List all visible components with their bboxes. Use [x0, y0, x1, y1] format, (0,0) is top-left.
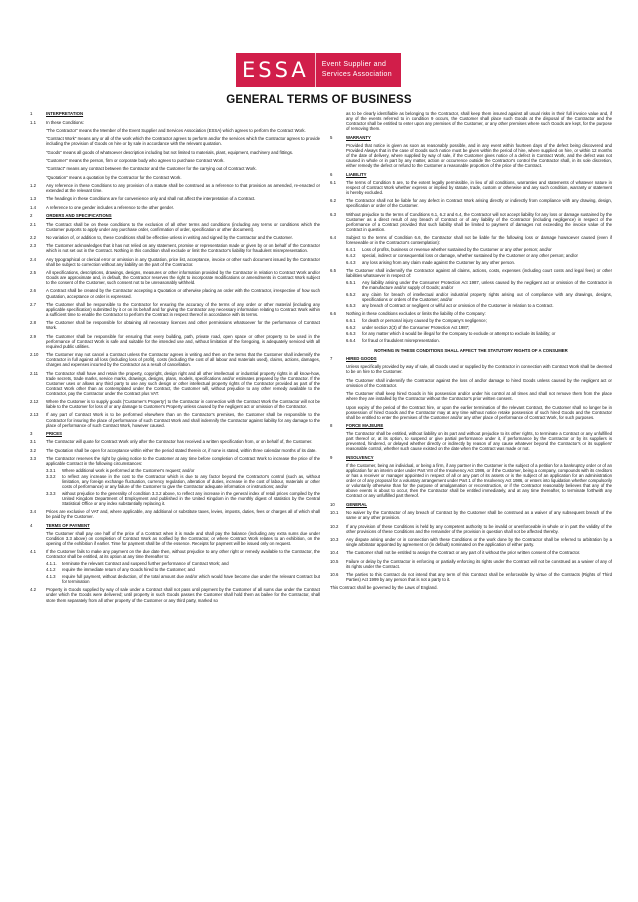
clause-text: Prices are exclusive of VAT and, where applicable, any additional or substitute taxes, levies, imposts, duties, fees or charges all of which shall be paid by the Customer. [46, 509, 320, 520]
section-heading: HIRED GOODS [346, 356, 377, 362]
essa-logo [236, 53, 401, 87]
sub-clause-number: 6.4.3 [346, 260, 356, 265]
sub-clause-text: for fraud or fraudulent misrepresentation. [362, 337, 440, 343]
clause-text: The headings in these Conditions are for convenience only and shall not affect the interpretation of a Contract. [46, 196, 256, 202]
sub-clause-text: under section 2(3) of the Consumer Protection Act 1987; [362, 324, 470, 330]
clause-row [330, 180, 612, 195]
section-heading-row [30, 523, 320, 528]
clause-row [30, 158, 320, 163]
clause-number: 1.2 [30, 183, 36, 189]
section-heading-row [330, 135, 612, 140]
section-heading: GENERAL [346, 501, 368, 507]
clause-number: 10.4 [330, 550, 339, 556]
sub-clause-number: 6.4.2 [346, 253, 356, 259]
clause-text: The Customer shall pay one half of the price of a Contract when it is made and shall pay the balance (including any extra sums due under Condition 3.3 above) on completion of Contract Work as notified by the Contractor, or where Contract Work relates to an exhibition, on the opening of the exhibition if earlier. Time for payment shall be of the essence. Receipts for payment will be issued only on request. [46, 530, 320, 546]
clause-text: Failure or delay by the Contractor in enforcing or partially enforcing its rights under the Contract will not be construed as a waiver of any of its rights under the Contract. [346, 558, 612, 569]
clause-row [330, 143, 612, 168]
sub-clause-number: 3.3.1 [46, 467, 56, 473]
clause-text: Without prejudice to the terms of Conditions 6.1, 6.2 and 6.4, the Contractor will not accept liability for any loss or damage sustained by the Customer as a direct result of any breach of Contract or of any liability of the Contractor (including negligence) in respect of the performance of a Contract provided that such liability shall be limited to payment of damages not exceeding the invoice value of the Contract in question. [346, 211, 612, 232]
section-heading: INSOLVENCY [346, 454, 374, 460]
sub-clause-text: require the immediate return of any Goods hired to the Customer; and [62, 567, 195, 573]
sub-clause-text: Any liability arising under the Consumer Protection Act 1987, unless caused by the negligent act or omission of the Contractor in the manufacture and/or supply of Goods; and/or [362, 279, 612, 290]
section-heading: ORDERS AND SPECIFICATIONS [46, 213, 112, 219]
clause-text: Upon expiry of the period of the Contract hire, or upon the earlier termination of the relevant Contract, the Customer shall no longer be in possession of hired Goods and the Contractor may at any time without notice retake possession of such hired Goods and the Contractor shall be entitled to enter the premises of the Customer and/or any other place of performance of Contract Work, for such purposes. [346, 404, 612, 420]
sub-clause-text: for death or personal injury caused by the Company's negligence; [362, 318, 487, 324]
clause-number: 2.11 [30, 370, 39, 376]
clause-row [30, 320, 320, 330]
clause-number [330, 111, 346, 131]
section-heading-row [330, 423, 612, 428]
clause-text: "The Contractor" means the Member of the Event Supplier and Services Association (ESSA) which agrees to perform the Contract Work. [46, 127, 306, 133]
governing-law: This Contract shall be governed by the Laws of England. [330, 585, 438, 591]
clause-number: 2.7 [30, 301, 36, 307]
clause-row [30, 150, 320, 155]
clause-text: The Contractor shall have and retain the property, copyright, design right and all other intellectual or industrial property rights in all know-how, trade secrets, trade marks, service marks, drawings, designs, plans, models, specifications and/or estimates prepared by the Contractor. If the Customer uses or allows any third party to use any such design or other intellectual property rights of the Contractor provided as part of the Contract Work other than as contemplated under the Contract, the Customer will, without prejudice to any other remedy available to the Contractor, pay the Contractor under the Contract plus VAT. [46, 370, 320, 396]
clause-text: A Contract shall be created by the Contractor accepting a Quotation or otherwise placing an order with the Contractor, irrespective of how such Quotation, acceptance or order is expressed. [46, 288, 320, 299]
sub-clause-text: terminate the relevant Contract and suspend further performance of Contract Work; and [62, 560, 229, 566]
clause-text: The terms of Condition 5 are, to the extent legally permissible, in lieu of all conditions, warranties and statements of whatever nature in respect of Contract Work whether express or implied by statute, trade, custom or otherwise and any such condition, warranty or statement is hereby excluded. [346, 180, 612, 196]
clause-number: 2.8 [30, 320, 36, 326]
clause-text: The Customer shall be responsible for obtaining all necessary licences and other permissions whatsoever for the performance of Contract Work. [46, 320, 320, 331]
clause-row [330, 524, 612, 534]
clause-number: 8 [330, 423, 333, 428]
clause-number: 3.1 [30, 439, 36, 445]
clause-number: 5 [330, 134, 333, 140]
section-heading: FORCE MAJEURE [346, 423, 384, 428]
clause-row [30, 166, 320, 171]
clause-row [30, 549, 320, 559]
section-heading-row [330, 172, 612, 177]
clause-number: 1.1 [30, 119, 36, 125]
sub-clause-text: without prejudice to the generality of condition 3.3.2 above, to reflect any increase in the general index of retail prices compiled by the United Kingdom Department of Employment and published in the United Kingdom in the monthly digest of statistics by the Central Statistical Office or any index substantially replacing it. [62, 490, 320, 506]
clause-text: as to be clearly identifiable as belonging to the Contractor, shall keep them insured against all usual risks in their full invoice value and, if any of the events referred to in condition 9 occurs, the Customer shall place such Goods at the disposal of the Contractor and the Contractor shall be entitled to enter upon any premises of the Customer, or any other premises where such Goods are kept, for the purpose of removing them. [346, 111, 612, 132]
clause-row [330, 391, 612, 401]
section-heading-row [330, 502, 612, 507]
clause-row [30, 243, 320, 253]
clause-row [330, 463, 612, 498]
sub-clause-row [346, 280, 612, 290]
sub-clause-row [346, 253, 612, 258]
clause-number: 4.1 [30, 549, 36, 555]
clause-text: No waiver by the Contractor of any breach of Contract by the Customer shall be construed as a waiver of any subsequent breach of the same or any other provision. [346, 510, 612, 521]
clause-number: 6.4 [330, 235, 336, 241]
clause-text: Any typographical or clerical error or omission in any Quotation, price list, acceptance, invoice or other such document issued by the Contractor shall be subject to correction without any liability on the part of the Contractor. [46, 256, 320, 267]
clause-row [30, 509, 320, 519]
clause-text: Provided that notice is given as soon as reasonably possible, and in any event within fourteen days of the defect being discovered and Provided Always that in the case of Goods such notice must be given within the period of hire, where supplied on hire, or within 12 months of the date of delivery, where supplied by way of sale, if the Customer gives notice of a defect in Contract Work, and the defect was not caused in whole or in part by any matter, action or occurrence outside the Contractor's control the Contractor shall, in its sole discretion, either remedy the defect or refund to the Customer a reasonable proportion of the price of the Contract. [346, 143, 612, 169]
clause-number: 2.4 [30, 256, 36, 262]
sub-clause-row [46, 574, 320, 584]
sub-clause-list [346, 280, 612, 308]
clause-text: The Quotation shall be open for acceptance within either the period stated therein or, if none is stated, within three calendar months of its date. [46, 447, 317, 453]
clause-text: The Customer shall not be entitled to assign the Contract or any part of it without the prior written consent of the Contractor. [346, 550, 581, 556]
clause-number [330, 431, 346, 451]
sub-clause-number: 6.4.1 [346, 246, 356, 252]
clause-number [330, 364, 346, 374]
sub-clause-number: 6.5.2 [346, 291, 356, 297]
clause-row [30, 175, 320, 180]
clause-text: The Contract shall be on these conditions to the exclusion of all other terms and conditions (including any terms or conditions which the Customer purports to apply under any purchase order, confirmation of order, specification or other document). [46, 221, 320, 232]
clause-row [30, 334, 320, 349]
clause-number: 6 [330, 171, 333, 177]
section-heading-row [30, 431, 320, 436]
clause-number: 6.1 [330, 180, 336, 185]
clause-number: 1.3 [30, 196, 36, 202]
clause-row [30, 120, 320, 125]
clause-row [30, 456, 320, 466]
clause-text: Any reference in these Conditions to any provision of a statute shall be construed as a reference to that provision as amended, re-enacted or extended at the relevant time. [46, 183, 320, 194]
clause-row [330, 510, 612, 520]
sub-clause-row [346, 338, 612, 343]
clause-number: 3.2 [30, 447, 36, 453]
sub-clause-number: 6.6.1 [346, 318, 356, 324]
statutory-rights-notice: NOTHING IN THESE CONDITIONS SHALL AFFECT THE STATUTORY RIGHTS OF A CONSUMER [374, 347, 568, 353]
clause-row [330, 572, 612, 582]
clause-number: 4.2 [30, 587, 36, 593]
clause-row [330, 559, 612, 569]
clause-number [30, 128, 46, 133]
clause-text: Subject to the terms of Condition 6.6, the Contractor shall not be liable for the following loss or damage howsoever caused (even if foreseeable or in the Contractor's contemplation): [346, 235, 612, 246]
sub-clause-row [346, 247, 612, 252]
clause-row [30, 352, 320, 367]
sub-clause-row [346, 318, 612, 323]
clause-number [330, 463, 346, 498]
clause-text: The Contractor will quote for Contract Work only after the Contractor has received a written specification from, or on behalf of, the Customer. [46, 439, 313, 445]
page-title: GENERAL TERMS OF BUSINESS [226, 94, 412, 106]
clause-number: 2.10 [30, 352, 39, 358]
sub-clause-list [46, 561, 320, 584]
clause-number: 3.3 [30, 455, 36, 461]
clause-text: The Customer acknowledges that it has not relied on any statement, promise or representation made or given by or on behalf of the Contractor which is not set out in the Contract. Nothing in this condition shall exclude or limit the Contractor's liability for fraudulent misrepresentation. [46, 243, 320, 254]
clause-text: The Customer shall indemnify the Contractor against the loss of and/or damage to hired Goods unless caused by the negligent act or omission of the Contractor. [346, 377, 612, 388]
clause-text: A reference to one gender includes a reference to the other gender. [46, 204, 175, 210]
sub-clause-row [346, 260, 612, 265]
clause-row [330, 537, 612, 547]
clause-number [330, 405, 346, 420]
clause-number: 10.1 [330, 510, 339, 516]
clause-text: Unless specifically provided by way of sale, all Goods used or supplied by the Contractor in connection with Contract Work shall be deemed to be on hire to the Customer. [346, 364, 612, 375]
sub-clause-number: 4.1.1. [46, 560, 57, 566]
clause-number: 10.2 [330, 523, 339, 529]
clause-text: No variation of, or addition to, these Conditions shall be effective unless in writing and signed by the Contractor and the Customer. [46, 234, 293, 240]
clause-row [30, 196, 320, 201]
clause-row [330, 431, 612, 451]
clause-text: All specifications, descriptions, drawings, designs, measures or other information provided by the Contractor in relation to Contract Work and/or Goods are approximate and, in default, the Contractor reserves the right to incorporate modifications or amendments in Contract Work subject to the consent of the Customer, such consent not to be unreasonably withheld. [46, 270, 320, 286]
sub-clause-row [46, 561, 320, 566]
clause-row [330, 378, 612, 388]
clause-number: 2.5 [30, 270, 36, 276]
clause-row [330, 268, 612, 278]
clause-number: 6.6 [330, 311, 336, 317]
section-heading: WARRANTY [346, 134, 371, 140]
clause-number [330, 391, 346, 401]
clause-number: 2.9 [30, 333, 36, 339]
clause-row [30, 136, 320, 146]
clause-text: "Goods" means all goods of whatsoever description including but not limited to materials, plant, equipment, machinery and fittings. [46, 149, 294, 155]
sub-clause-row [46, 567, 320, 572]
clause-row [330, 550, 612, 555]
sub-clause-number: 6.6.3 [346, 331, 356, 337]
clause-number: 1 [30, 111, 33, 117]
clause-row [330, 405, 612, 420]
clause-number: 2.2 [30, 234, 36, 240]
right-column [330, 108, 612, 590]
sub-clause-number: 4.1.2 [46, 567, 56, 573]
sub-clause-list [46, 468, 320, 506]
sub-clause-text: any loss arising from any claim made against the Customer by any other person. [362, 260, 516, 265]
clause-text: "Quotation" means a quotation by the Contractor for the Contract Work. [46, 174, 182, 180]
clause-number [30, 136, 46, 146]
sub-clause-text: for any matter which it would be illegal for the Company to exclude or attempt to exclude its liability; or [362, 331, 556, 337]
clause-number [30, 531, 46, 546]
sub-clause-list [346, 247, 612, 265]
sub-clause-number: 6.5.1 [346, 279, 356, 285]
left-column [30, 108, 320, 603]
sub-clause-number: 3.3.2 [46, 474, 56, 480]
clause-text: The Customer shall keep hired Goods in his possession and/or under his control at all times and shall not remove them from the place where they are installed by the Contractor without the Contractor's prior written consent. [346, 391, 612, 402]
sub-clause-text: require full payment, without deduction, of the total amount due and/or which would have become due under the relevant Contract but for termination [62, 574, 320, 585]
sub-clause-text: to reflect any increase in the cost to the Contractor which is due to any factor beyond the Contractor's control (such as, without limitation, any foreign exchange fluctuation, currency regulation, alteration of duties, increase in the cost of labour, materials or other costs of performance) or any failure of the Customer to give the Contractor adequate information or instructions; and/or [62, 474, 320, 490]
clause-number: 2.13 [30, 412, 39, 418]
clause-row [30, 371, 320, 396]
clause-text: Property in Goods supplied by way of sale under a Contract shall not pass until payment by the Customer of all sums due under the Contract under which the Goods were delivered; until property in such Goods passes the Customer shall hold them as bailee for the Contractor, shall store them separately from all other property of the Customer or any third party, marked so [46, 587, 320, 603]
clause-number: 10.3 [330, 536, 339, 542]
clause-row [30, 235, 320, 240]
clause-text: The Customer shall be responsible to the Contractor for ensuring the accuracy of the terms of any order or other material (including any applicable specification) submitted by it or on its behalf and for giving the Contractor any necessary information relating to Contract Work within a sufficient time to enable the Contractor to perform the Contract in respect thereof in accordance with its terms. [46, 301, 320, 317]
clause-text: If the Customer, being an individual, or being a firm, if any partner in the Customer is the subject of a petition for a bankruptcy order or of an application for an interim order under Part VIII of the Insolvency Act 1986, or if the Customer, being a company, compounds with its creditors or has a receiver or manager appointed in respect of all or any part of its assets or is the subject of an application for an administration order or of any proposal for a voluntary arrangement under Part 1 of the Insolvency Act 1986, or enters into liquidation whether compulsorily or voluntarily otherwise than for the purpose of amalgamation or reconstruction, or if the Contractor reasonably believes that any of the above events is about to occur, then the Contractor shall be entitled immediately, and at any time thereafter, to terminate forthwith any Contract or any unfulfilled part thereof. [346, 463, 612, 499]
clause-row [30, 222, 320, 232]
sub-clause-number: 6.6.4 [346, 337, 356, 343]
clause-text: Any dispute arising under or in connection with these Conditions or the work done by the Contractor shall be referred to arbitration by a single arbitrator appointed by agreement or (in default) nominated on the application of either party. [346, 536, 612, 547]
clause-number: 2.6 [30, 288, 36, 294]
sub-clause-row [46, 468, 320, 473]
clause-row [30, 412, 320, 427]
clause-number: 10.5 [330, 558, 339, 564]
clause-row [330, 111, 612, 131]
clause-number [30, 158, 46, 163]
clause-number: 3 [30, 430, 33, 436]
clause-row [30, 439, 320, 444]
clause-number: 6.3 [330, 211, 336, 217]
clause-text: If any provision of these Conditions is held by any competent authority to be invalid or unenforceable in whole or in part the validity of the other provisions of these Conditions and the remainder of the provision in question shall not be affected thereby. [346, 523, 612, 534]
section-heading: INTERPRETATION [46, 111, 84, 117]
clause-text: "Contract" means any contract between the Contractor and the Customer for the carrying out of Contract Work. [46, 166, 257, 172]
section-heading-row [30, 111, 320, 116]
clause-row [30, 448, 320, 453]
sub-clause-row [346, 292, 612, 302]
clause-number: 2.3 [30, 243, 36, 249]
clause-number: 2 [30, 213, 33, 219]
clause-number: 10.6 [330, 572, 339, 578]
clause-row [30, 257, 320, 267]
sub-clause-number: 3.3.3 [46, 490, 56, 496]
clause-text: The parties to this Contract do not intend that any term of this Contract shall be enforceable by virtue of the Contracts (Rights of Third Parties) Act 1999 by any person that is not a party to it. [346, 572, 612, 583]
clause-number: 2.12 [30, 399, 39, 405]
sub-clause-row [346, 331, 612, 336]
sub-clause-number: 6.6.2 [346, 324, 356, 330]
clause-text: The Customer shall be responsible for ensuring that every building, path, private road, open space or other property to be used in the performance of Contract Work is safe and suitable for the intended use and, without limitation of the foregoing, is adequately serviced with all required public utilities. [46, 333, 320, 349]
clause-number [30, 175, 46, 180]
clause-row [330, 235, 612, 245]
clause-number: 2.1 [30, 221, 36, 227]
section-heading: PRICES [46, 430, 62, 436]
clause-number: 6.2 [330, 198, 336, 204]
sub-clause-number: 6.5.3 [346, 303, 356, 309]
clause-row [330, 198, 612, 208]
clause-number: 10 [330, 501, 335, 507]
clause-text: The Contractor shall not be liable for any defect in Contract Work arising directly or indirectly from compliance with any drawing, design, specification or order of the Customer. [346, 198, 612, 209]
clause-number [330, 143, 346, 168]
sub-clause-text: Loss of profits, business or revenue whether sustained by the Customer or any other person; and/or [362, 246, 552, 252]
section-heading: TERMS OF PAYMENT [46, 522, 90, 528]
section-heading-row [330, 356, 612, 361]
logo-subtitle: Event Supplier and Services Association [321, 61, 392, 78]
clause-row [30, 302, 320, 317]
clause-text: "Contract Work" means any or all of the work which the Contractor agrees to perform and/or the services which the Contractor agrees to provide including the provision of Goods on hire or by sale in accordance with the relevant quotation. [46, 136, 320, 147]
clause-number [330, 378, 346, 388]
clause-text: The Customer may not cancel a Contract unless the Contractor agrees in writing and then on the terms that the Customer shall indemnify the Contractor in full against all loss (including loss of profit), costs (including the cost of all labour and materials used), claims, actions, damages, charges and expenses incurred by the Contractor as a result of cancellation. [46, 352, 320, 368]
clause-row [30, 270, 320, 285]
clause-number [30, 150, 46, 155]
sub-clause-text: Where additional work is performed at the Customer's request; and/or [62, 467, 195, 473]
clause-number: 1.4 [30, 204, 36, 210]
sub-clause-text: special, indirect or consequential loss or damage, whether sustained by the Customer or any other person; and/or [362, 253, 578, 259]
clause-row [30, 531, 320, 546]
clause-number: 9 [330, 454, 333, 460]
section-heading-row [330, 455, 612, 460]
clause-row [330, 212, 612, 232]
sub-clause-row [346, 325, 612, 330]
clause-number: 6.5 [330, 268, 336, 274]
clause-text: Nothing in these conditions excludes or limits the liability of the Company: [346, 311, 486, 317]
sub-clause-list [346, 318, 612, 343]
sub-clause-row [46, 474, 320, 489]
clause-text: In these Conditions: [46, 119, 84, 125]
section-heading-row [30, 213, 320, 218]
sub-clause-number: 4.1.3 [46, 574, 56, 580]
clause-number [30, 166, 46, 171]
clause-number: 4 [30, 522, 33, 528]
clause-text: "Customer" means the person, firm or corporate body who agrees to purchase Contract Work. [46, 158, 225, 164]
clause-text: The Customer shall indemnify the Contractor against all claims, actions, costs, expenses (including court costs and legal fees) or other liabilities whatsoever in respect of: [346, 268, 612, 279]
clause-row [30, 587, 320, 602]
logo-mark: ESSA [236, 53, 316, 87]
clause-text: The Contractor reserves the right by giving notice to the Customer at any time before completion of Contract Work to increase the price of the applicable Contract in the following circumstances: [46, 455, 320, 466]
section-heading: LIABILITY [346, 171, 367, 177]
clause-text: The Contractor shall be entitled, without liability on its part and without prejudice to its other rights, to terminate a Contract or any unfulfilled part thereof or, at its option, to suspend or give partial performance under it, if performance by the Contractor or by its suppliers is prevented, hindered, or delayed whether directly or indirectly by reason of any cause whatever beyond the Contractor's or its suppliers' reasonable control, whether such cause existed on the date when the Contract was made or not. [346, 431, 612, 452]
clause-row [30, 399, 320, 409]
clause-row [30, 288, 320, 298]
clause-number: 3.4 [30, 509, 36, 515]
clause-number: 7 [330, 356, 333, 362]
sub-clause-row [346, 303, 612, 308]
sub-clause-text: any claim for breach of intellectual and/or industrial property rights arising out of compliance with any drawings, designs, specifications or orders of the Customer; and/or [362, 291, 612, 302]
clause-row [330, 311, 612, 316]
clause-text: Where the Customer is to supply goods ('Customer's Property') to the Contractor in connection with the Contract Work the Contractor will not be liable to the Customer for loss of or any damage to Customer's Property unless caused by the negligent act or omission of the Contractor. [46, 399, 320, 410]
clause-row [330, 364, 612, 374]
clause-row [30, 183, 320, 193]
sub-clause-row [46, 491, 320, 506]
clause-text: If any part of Contract Work is to be performed elsewhere than on the Contractor's premises, the Customer shall be responsible to the Contractor for insuring the place of performance of such Contract Work and shall indemnify the Contractor against liability for any damage to the place of performance of such Contract Work, however caused. [46, 412, 320, 428]
sub-clause-text: any breach of Contract or negligent or wilful act or omission of the Customer in relation to a Contract. [362, 303, 554, 309]
clause-text: If the Customer fails to make any payment on the due date then, without prejudice to any other right or remedy available to the Contractor, the Contractor shall be entitled, at its option at any time thereafter to: [46, 549, 320, 560]
clause-row [30, 205, 320, 210]
clause-row [30, 128, 320, 133]
